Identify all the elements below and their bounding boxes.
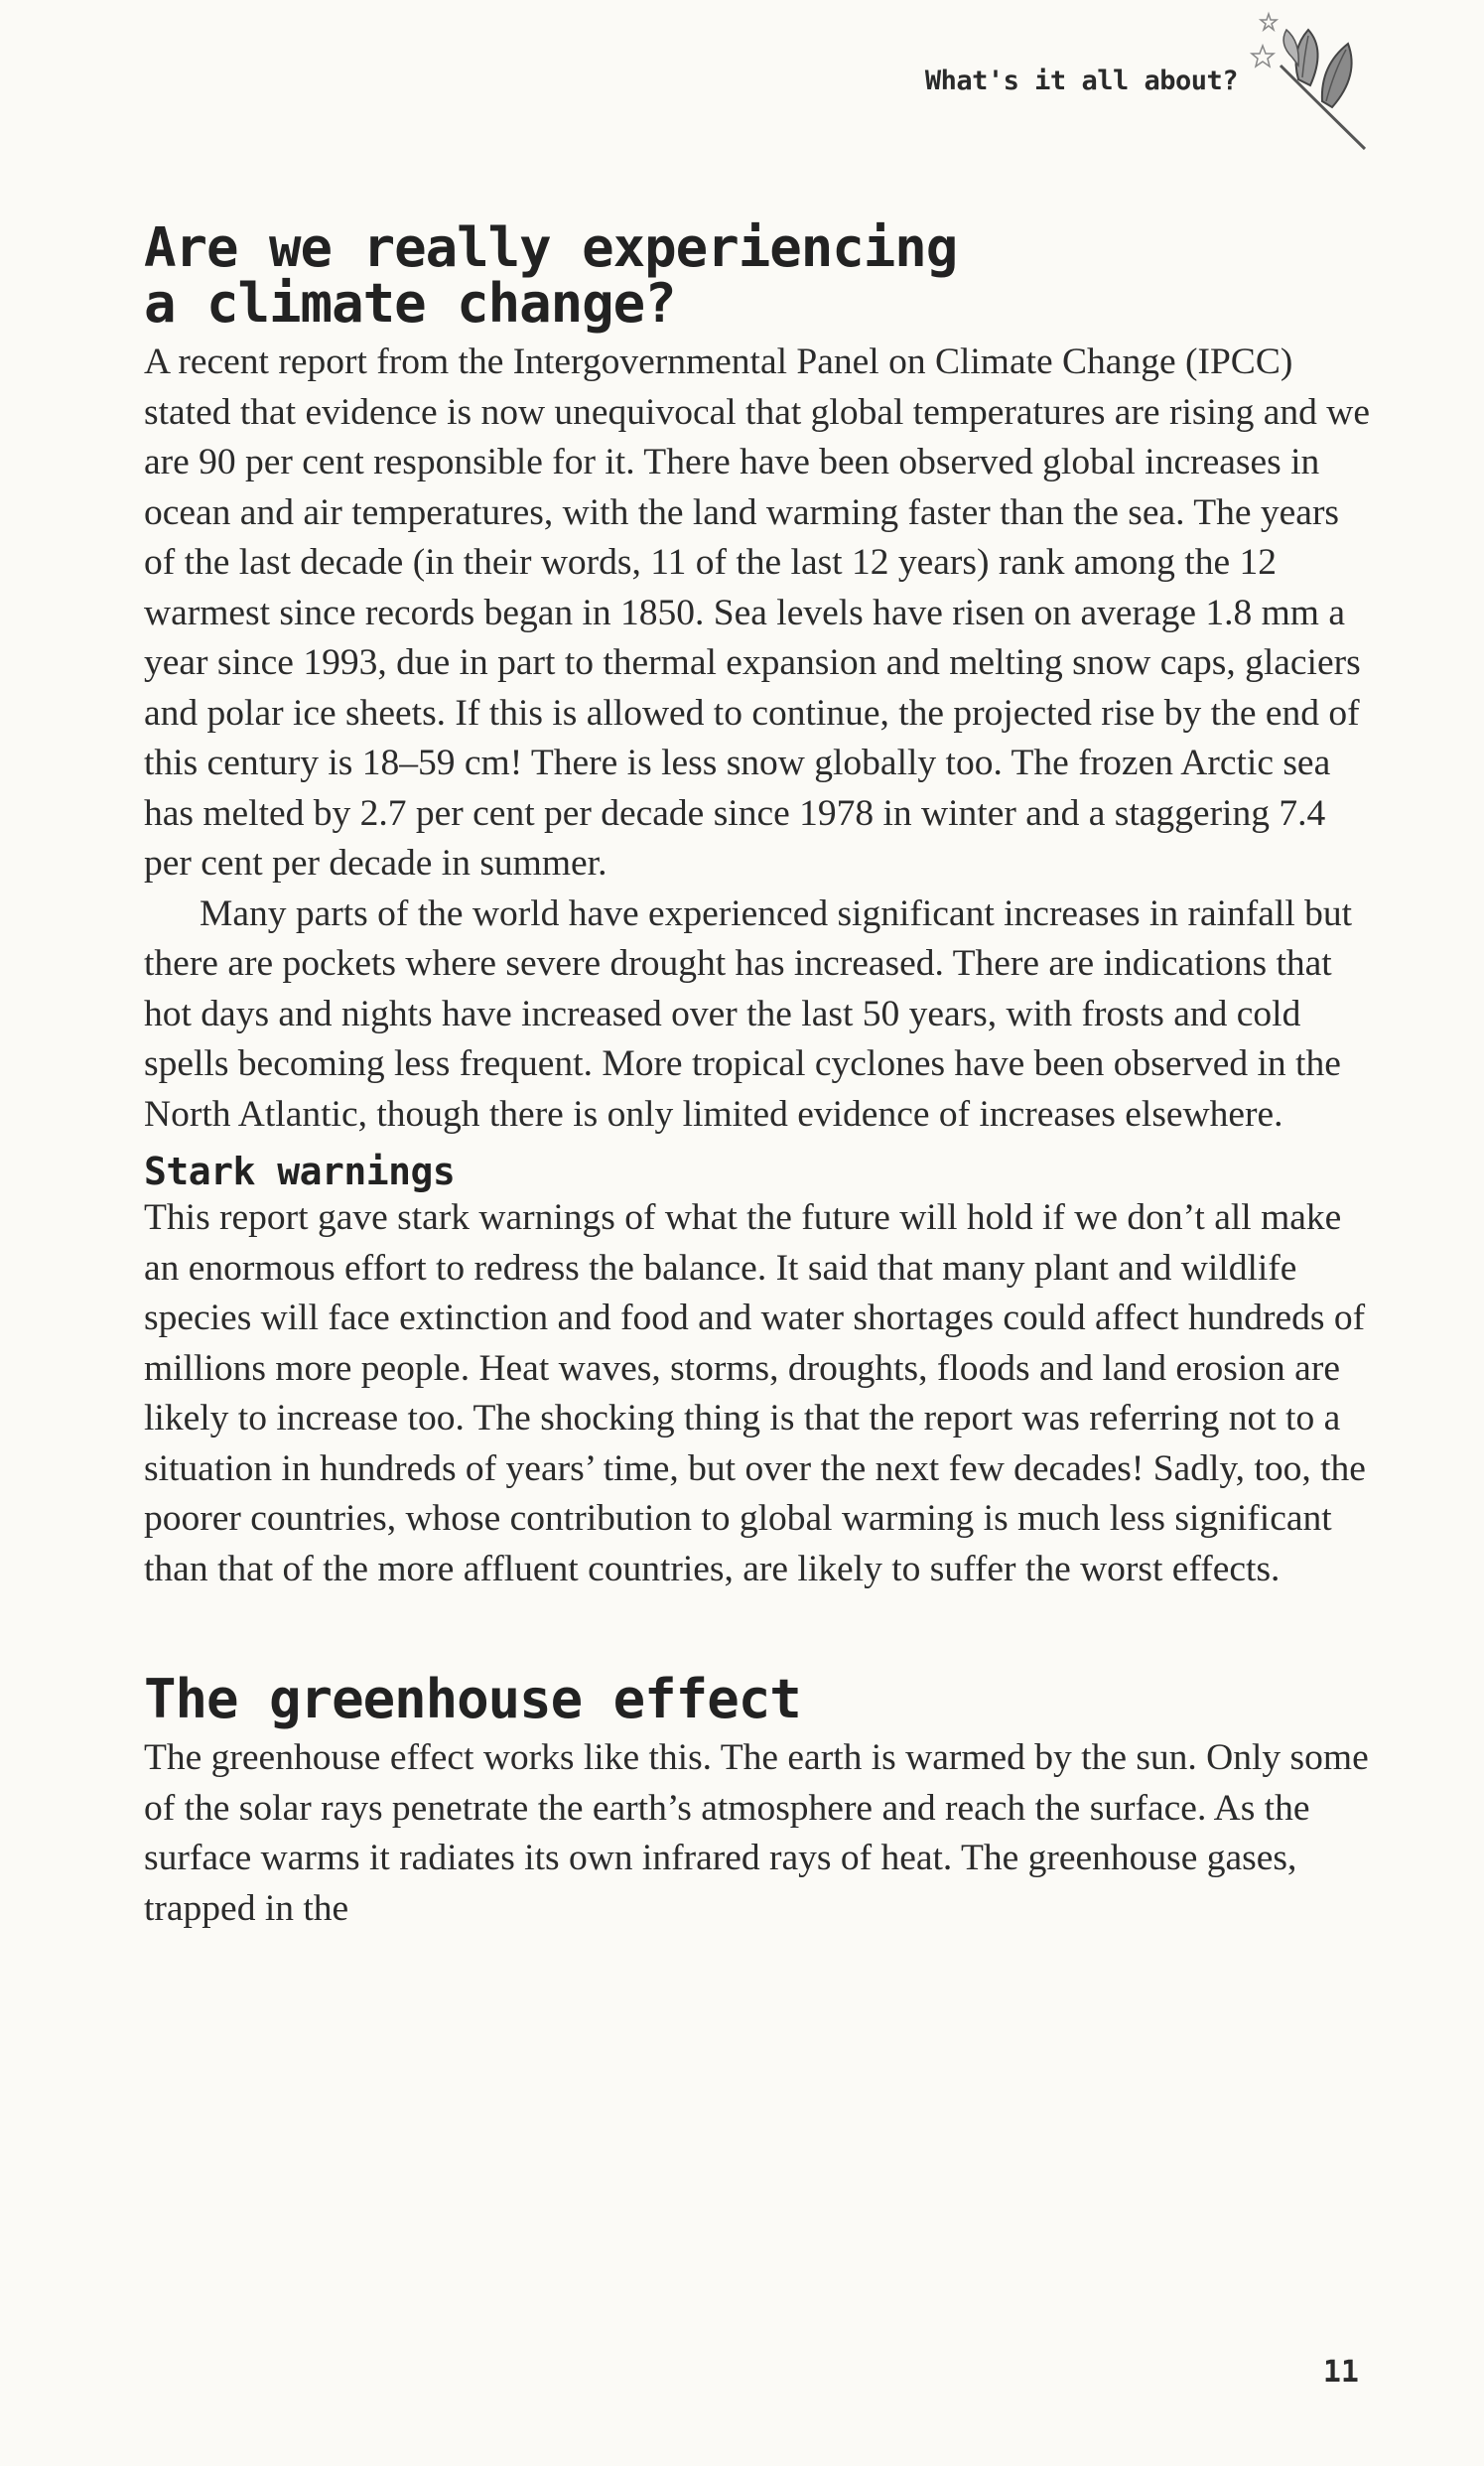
climate-change-paragraph-1: A recent report from the Intergovernmental Panel on Climate Change (IPCC) stated that evidence is now unequivocal that global temperatures are rising and we are 90 per cent responsible for it. There have been observed global increases in ocean and air temperatures, with the land warming faster than the sea. The years of the last decade (in their words, 11 of the last 12 years) rank among the 12 warmest since records began in 1850. Sea levels have risen on average 1.8 mm a year since 1993, due in part to thermal expansion and melting snow caps, glaciers and polar ice sheets. If this is allowed to continue, the projected rise by the end of this century is 18–59 cm! There is less snow globally too. The frozen Arctic sea has melted by 2.7 per cent per decade since 1978 in winter and a staggering 7.4 per cent per decade in summer. [144,342,1370,884]
climate-change-paragraph-2: Many parts of the world have experienced significant increases in rainfall but there are pockets where severe drought has increased. There are indications that hot days and nights have increased over the last 50 years, with frosts and cold spells becoming less frequent. More tropical cyclones have been observed in the North Atlantic, though there is only limited evidence of increases elsewhere. [144,892,1353,1135]
greenhouse-effect-paragraph: The greenhouse effect works like this. The earth is warmed by the sun. Only some of the solar rays penetrate the earth’s atmosphere and reach the surface. As the surface warms it radiates its own infrared rays of heat. The greenhouse gases, trapped in the [144,1737,1369,1929]
leaf-and-stars-icon [1241,8,1390,157]
heading-climate-change: Are we really experiencing a climate change? [144,216,958,335]
page-number: 11 [1322,2355,1359,2390]
page-content [144,216,1370,1934]
heading-stark-warnings: Stark warnings [144,1150,456,1193]
stark-warnings-paragraph: This report gave stark warnings of what the future will hold if we don’t all make an enormous effort to redress the balance. It said that many plant and wildlife species will face extinction and food and water shortages could affect hundreds of millions more people. Heat waves, storms, droughts, floods and land erosion are likely to increase too. The shocking thing is that the report was referring not to a situation in hundreds of years’ time, but over the next few decades! Sadly, too, the poorer countries, whose contribution to global warming is much less significant than that of the more affluent countries, are likely to suffer the worst effects. [144,1197,1366,1589]
running-header: What's it all about? [924,66,1238,96]
heading-greenhouse-effect: The greenhouse effect [144,1668,801,1730]
